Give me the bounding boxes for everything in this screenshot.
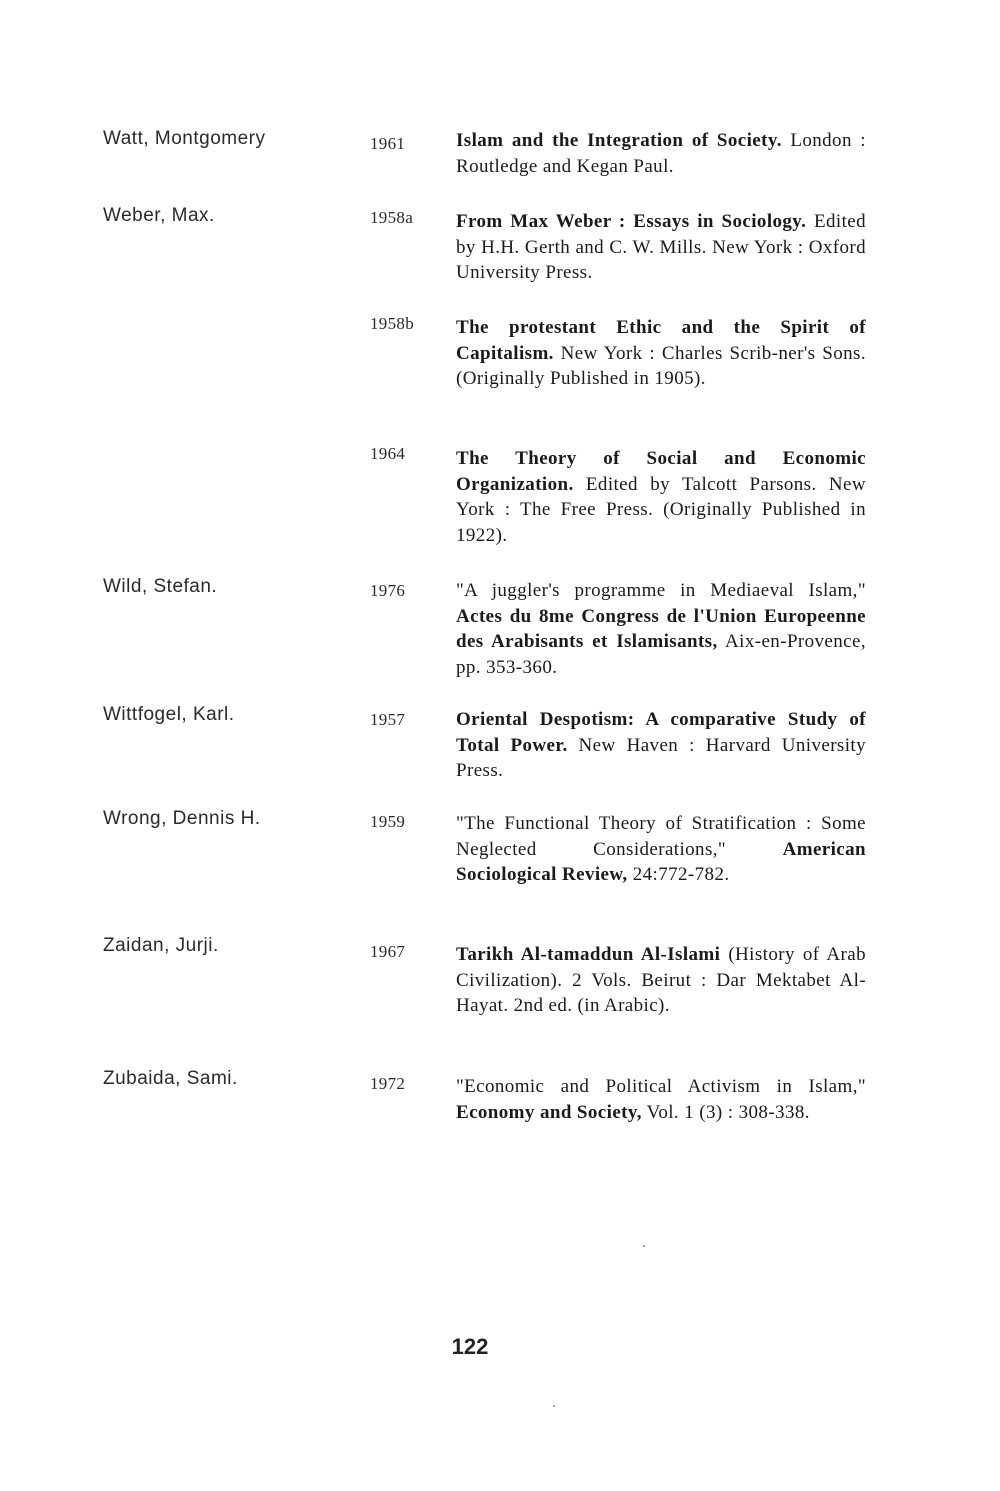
entry-title: American Sociological Review,	[456, 838, 866, 885]
entry-year: 1958b	[370, 314, 414, 333]
entry-article-title: "The Functional Theory of Stratification : Some Neglected Considerations,"	[456, 813, 866, 860]
entry-author: Watt, Montgomery	[103, 128, 266, 149]
entry-title: Economy and Society,	[456, 1101, 642, 1123]
entry-year: 1958a	[370, 208, 414, 227]
scan-speck	[553, 1405, 555, 1407]
entry-details: (History of Arab Civilization). 2 Vols. Beirut : Dar Mektabet Al-Hayat. 2nd ed. (in Arabic).	[456, 944, 866, 1016]
scan-speck	[643, 1245, 645, 1247]
entry-details: New Haven : Harvard University Press.	[456, 734, 866, 781]
entry-reference	[456, 315, 866, 392]
entry-reference	[456, 707, 866, 784]
entry-title: From Max Weber : Essays in Sociology.	[456, 211, 807, 232]
entry-author: Weber, Max.	[103, 205, 215, 226]
entry-year: 1959	[370, 812, 406, 831]
entry-author: Wrong, Dennis H.	[103, 808, 261, 829]
entry-title: The Theory of Social and Economic Organization.	[456, 448, 866, 495]
entry-article-title: "Economic and Political Activism in Islam,"	[456, 1076, 866, 1097]
entry-title: The protestant Ethic and the Spirit of Capitalism.	[456, 317, 866, 364]
entry-details: 24:772-782.	[627, 864, 730, 885]
entry-title: Tarikh Al-tamaddun Al-Islami	[456, 944, 721, 965]
entry-author: Wild, Stefan.	[103, 576, 218, 597]
entry-year: 1972	[370, 1074, 406, 1093]
entry-details: London : Routledge and Kegan Paul.	[456, 130, 866, 177]
entry-year: 1967	[370, 942, 406, 961]
entry-author: Zubaida, Sami.	[103, 1068, 238, 1089]
entry-year: 1961	[370, 134, 406, 153]
entry-reference	[456, 1074, 866, 1125]
entry-reference	[456, 578, 866, 680]
page-number: 122	[451, 1334, 489, 1359]
entry-author: Wittfogel, Karl.	[103, 704, 235, 725]
entry-details: Aix-en-Provence, pp. 353-360.	[456, 631, 866, 678]
entry-details: Edited by H.H. Gerth and C. W. Mills. New York : Oxford University Press.	[456, 211, 866, 283]
entry-details: Edited by Talcott Parsons. New York : The Free Press. (Originally Published in 1922).	[456, 473, 866, 546]
entry-reference	[456, 209, 866, 286]
entry-article-title: "A juggler's programme in Mediaeval Islam,"	[456, 580, 866, 601]
entry-title: Oriental Despotism: A comparative Study of Total Power.	[456, 709, 866, 756]
entry-year: 1964	[370, 444, 406, 463]
entry-author: Zaidan, Jurji.	[103, 935, 219, 956]
entry-details: Vol. 1 (3) : 308-338.	[641, 1101, 810, 1123]
entry-reference	[456, 811, 866, 888]
entry-reference	[456, 128, 866, 179]
entry-title: Actes du 8me Congress de l'Union Europeenne des Arabisants et Islamisants,	[456, 605, 866, 652]
entry-details: New York : Charles Scrib-ner's Sons. (Originally Published in 1905).	[456, 342, 866, 389]
entry-reference	[456, 446, 866, 548]
entry-year: 1957	[370, 710, 406, 729]
entry-title: Islam and the Integration of Society.	[456, 130, 782, 151]
entry-year: 1976	[370, 581, 406, 600]
entry-reference	[456, 942, 866, 1019]
